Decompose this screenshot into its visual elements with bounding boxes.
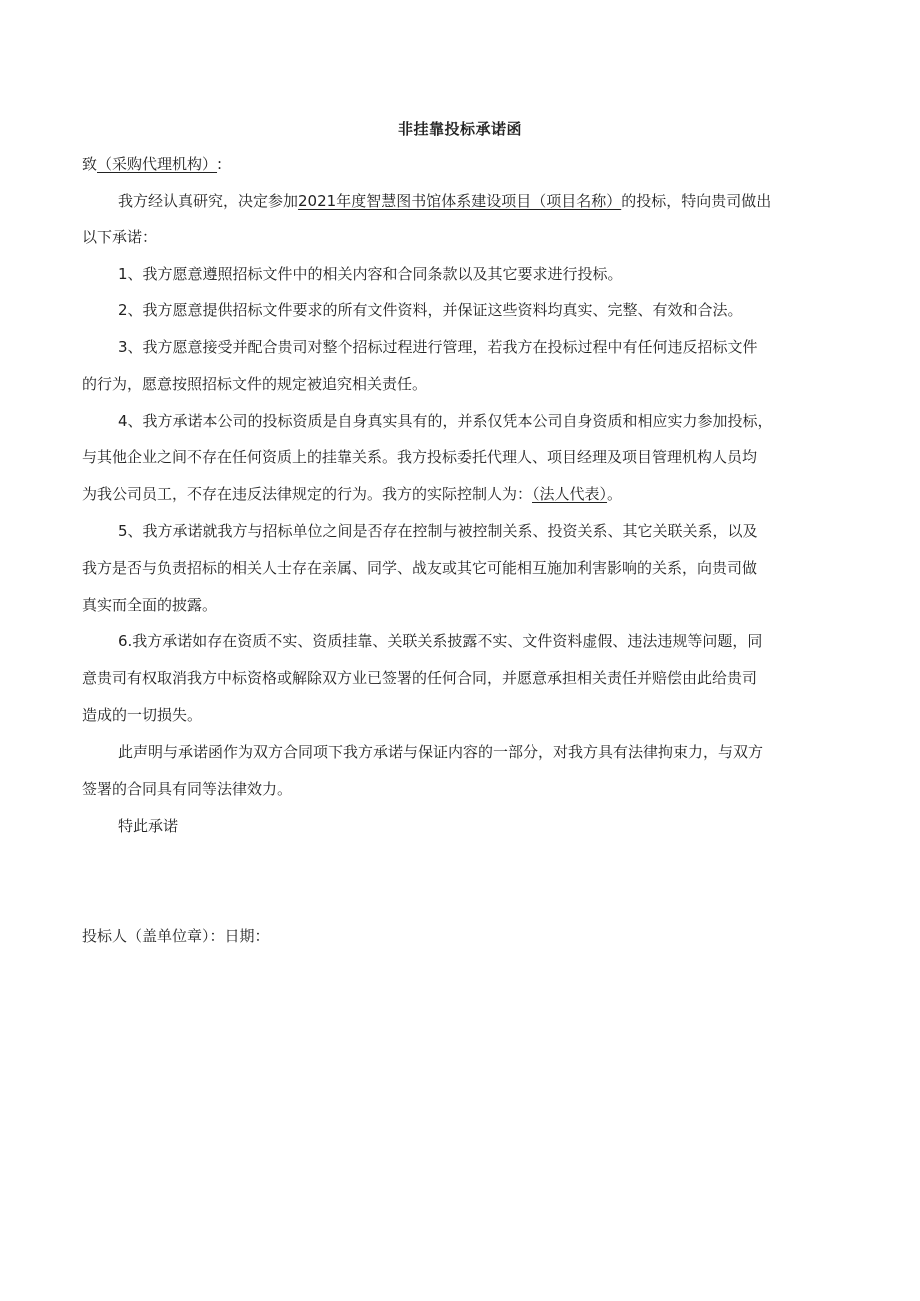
controller-blank: （法人代表） <box>532 485 608 503</box>
item-5-line-1: 5、我方承诺就我方与招标单位之间是否存在控制与被控制关系、投资关系、其它关联关系，以及 <box>118 522 758 540</box>
item-4-text-b: 。 <box>607 485 623 503</box>
item-6-line-2: 意贵司有权取消我方中标资格或解除双方业已签署的任何合同，并愿意承担相关责任并赔偿由此给贵司 <box>82 669 758 687</box>
intro-line-1 <box>118 191 771 211</box>
item-3-line-2: 的行为，愿意按照招标文件的规定被追究相关责任。 <box>82 375 428 393</box>
item-4-text-a: 为我公司员工，不存在违反法律规定的行为。我方的实际控制人为： <box>82 485 533 503</box>
document-title: 非挂靠投标承诺函 <box>397 120 522 138</box>
signature-line: 投标人（盖单位章）：日期： <box>82 927 270 945</box>
item-6-line-1: 6.我方承诺如存在资质不实、资质挂靠、关联关系披露不实、文件资料虚假、违法违规等问题，同 <box>118 632 763 650</box>
addressee-suffix: : <box>217 155 223 173</box>
item-4-line-3 <box>82 484 622 504</box>
intro-text-a: 我方经认真研究，决定参加 <box>118 192 299 210</box>
declaration-line-2: 签署的合同具有同等法律效力。 <box>82 780 293 798</box>
addressee-line <box>82 154 222 174</box>
item-5-line-3: 真实而全面的披露。 <box>82 596 218 614</box>
closing-text: 特此承诺 <box>118 817 179 835</box>
intro-text-b: 的投标，特向贵司做出 <box>621 192 772 210</box>
item-6-line-3: 造成的一切损失。 <box>82 706 203 724</box>
item-1: 1、我方愿意遵照招标文件中的相关内容和合同条款以及其它要求进行投标。 <box>118 265 623 283</box>
addressee-blank: （采购代理机构） <box>97 155 218 173</box>
project-name-blank: 2021年度智慧图书馆体系建设项目（项目名称） <box>298 192 622 210</box>
item-2: 2、我方愿意提供招标文件要求的所有文件资料，并保证这些资料均真实、完整、有效和合法。 <box>118 301 743 319</box>
declaration-line-1: 此声明与承诺函作为双方合同项下我方承诺与保证内容的一部分，对我方具有法律拘束力，与双方 <box>118 743 764 761</box>
item-4-line-2: 与其他企业之间不存在任何资质上的挂靠关系。我方投标委托代理人、项目经理及项目管理机构人员均 <box>82 448 758 466</box>
item-4-line-1: 4、我方承诺本公司的投标资质是自身真实具有的，并系仅凭本公司自身资质和相应实力参加投标， <box>118 412 773 430</box>
item-3-line-1: 3、我方愿意接受并配合贵司对整个招标过程进行管理，若我方在投标过程中有任何违反招标文件 <box>118 338 758 356</box>
item-5-line-2: 我方是否与负责招标的相关人士存在亲属、同学、战友或其它可能相互施加利害影响的关系，向贵司做 <box>82 559 758 577</box>
addressee-prefix: 致 <box>82 155 98 173</box>
intro-line-2: 以下承诺： <box>82 228 158 246</box>
